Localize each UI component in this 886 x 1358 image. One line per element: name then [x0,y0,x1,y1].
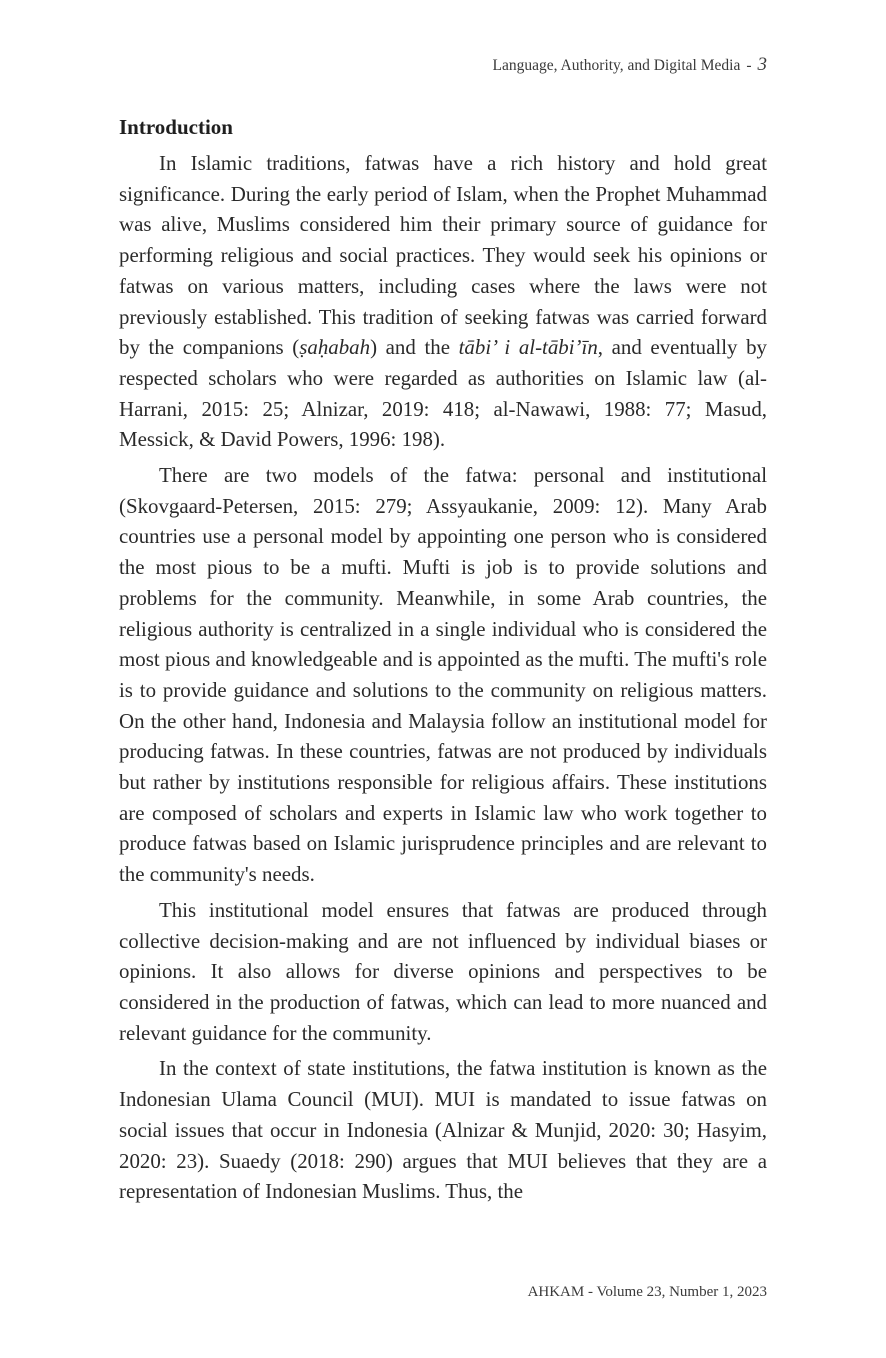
header-separator: - [746,57,752,74]
paragraph-2: There are two models of the fatwa: personal and institutional (Skovgaard-Petersen, 2015: 279; Assyaukanie, 2009: 12). Many Arab countries use a personal model by appointing one person who is considered the most pious to be a mufti. Mufti is job is to provide solutions and problems for the community. Meanwhile, in some Arab countries, the religious authority is centralized in a single individual who is considered the most pious and knowledgeable and is appointed as the mufti. The mufti's role is to provide guidance and solutions to the community on religious matters. On the other hand, Indonesia and Malaysia follow an institutional model for producing fatwas. In these countries, fatwas are not produced by individuals but rather by institutions responsible for religious affairs. These institutions are composed of scholars and experts in Islamic law who work together to produce fatwas based on Islamic jurisprudence principles and are relevant to the community's needs. [119,463,767,887]
section-title: Introduction [119,115,233,139]
paragraph-4: In the context of state institutions, the fatwa institution is known as the Indonesian Ulama Council (MUI). MUI is mandated to issue fatwas on social issues that occur in Indonesia (Alnizar & Munjid, 2020: 30; Hasyim, 2020: 23). Suaedy (2018: 290) argues that MUI believes that they are a representation of Indonesian Muslims. Thus, the [119,1056,767,1204]
footer-citation: AHKAM - Volume 23, Number 1, 2023 [527,1284,767,1300]
running-head [493,54,767,76]
running-title: Language, Authority, and Digital Media [492,57,741,74]
paragraph-1-text-a: In Islamic traditions, fatwas have a rich history and hold great significance. During the early period of Islam, when the Prophet Muhammad was alive, Muslims considered him their primary source of guidance for performing religious and social practices. They would seek his opinions or fatwas on various matters, including cases where the laws were not previously established. This tradition of seeking fatwas was carried forward by the companions ( [119,151,767,360]
page-number: 3 [757,54,767,75]
paragraph-1-text-c: , and eventually by respected scholars who were regarded as authorities on Islamic law (al-Harrani, 2015: 25; Alnizar, 2019: 418; al-Nawawi, 1988: 77; Masud, Messick, & David Powers, 1996: 198). [119,335,767,452]
paragraph-1-text-b: ) and the [370,335,459,360]
paragraph-1 [119,148,767,455]
page-body [119,112,767,1212]
paragraph-3: This institutional model ensures that fatwas are produced through collective decision-making and are not influenced by individual biases or opinions. It also allows for diverse opinions and perspectives to be considered in the production of fatwas, which can lead to more nuanced and relevant guidance for the community. [119,897,767,1045]
term-tabii-al-tabiin: tābi’ i al-tābi’īn [458,335,598,360]
term-sahabah: ṣaḥabah [299,335,371,360]
